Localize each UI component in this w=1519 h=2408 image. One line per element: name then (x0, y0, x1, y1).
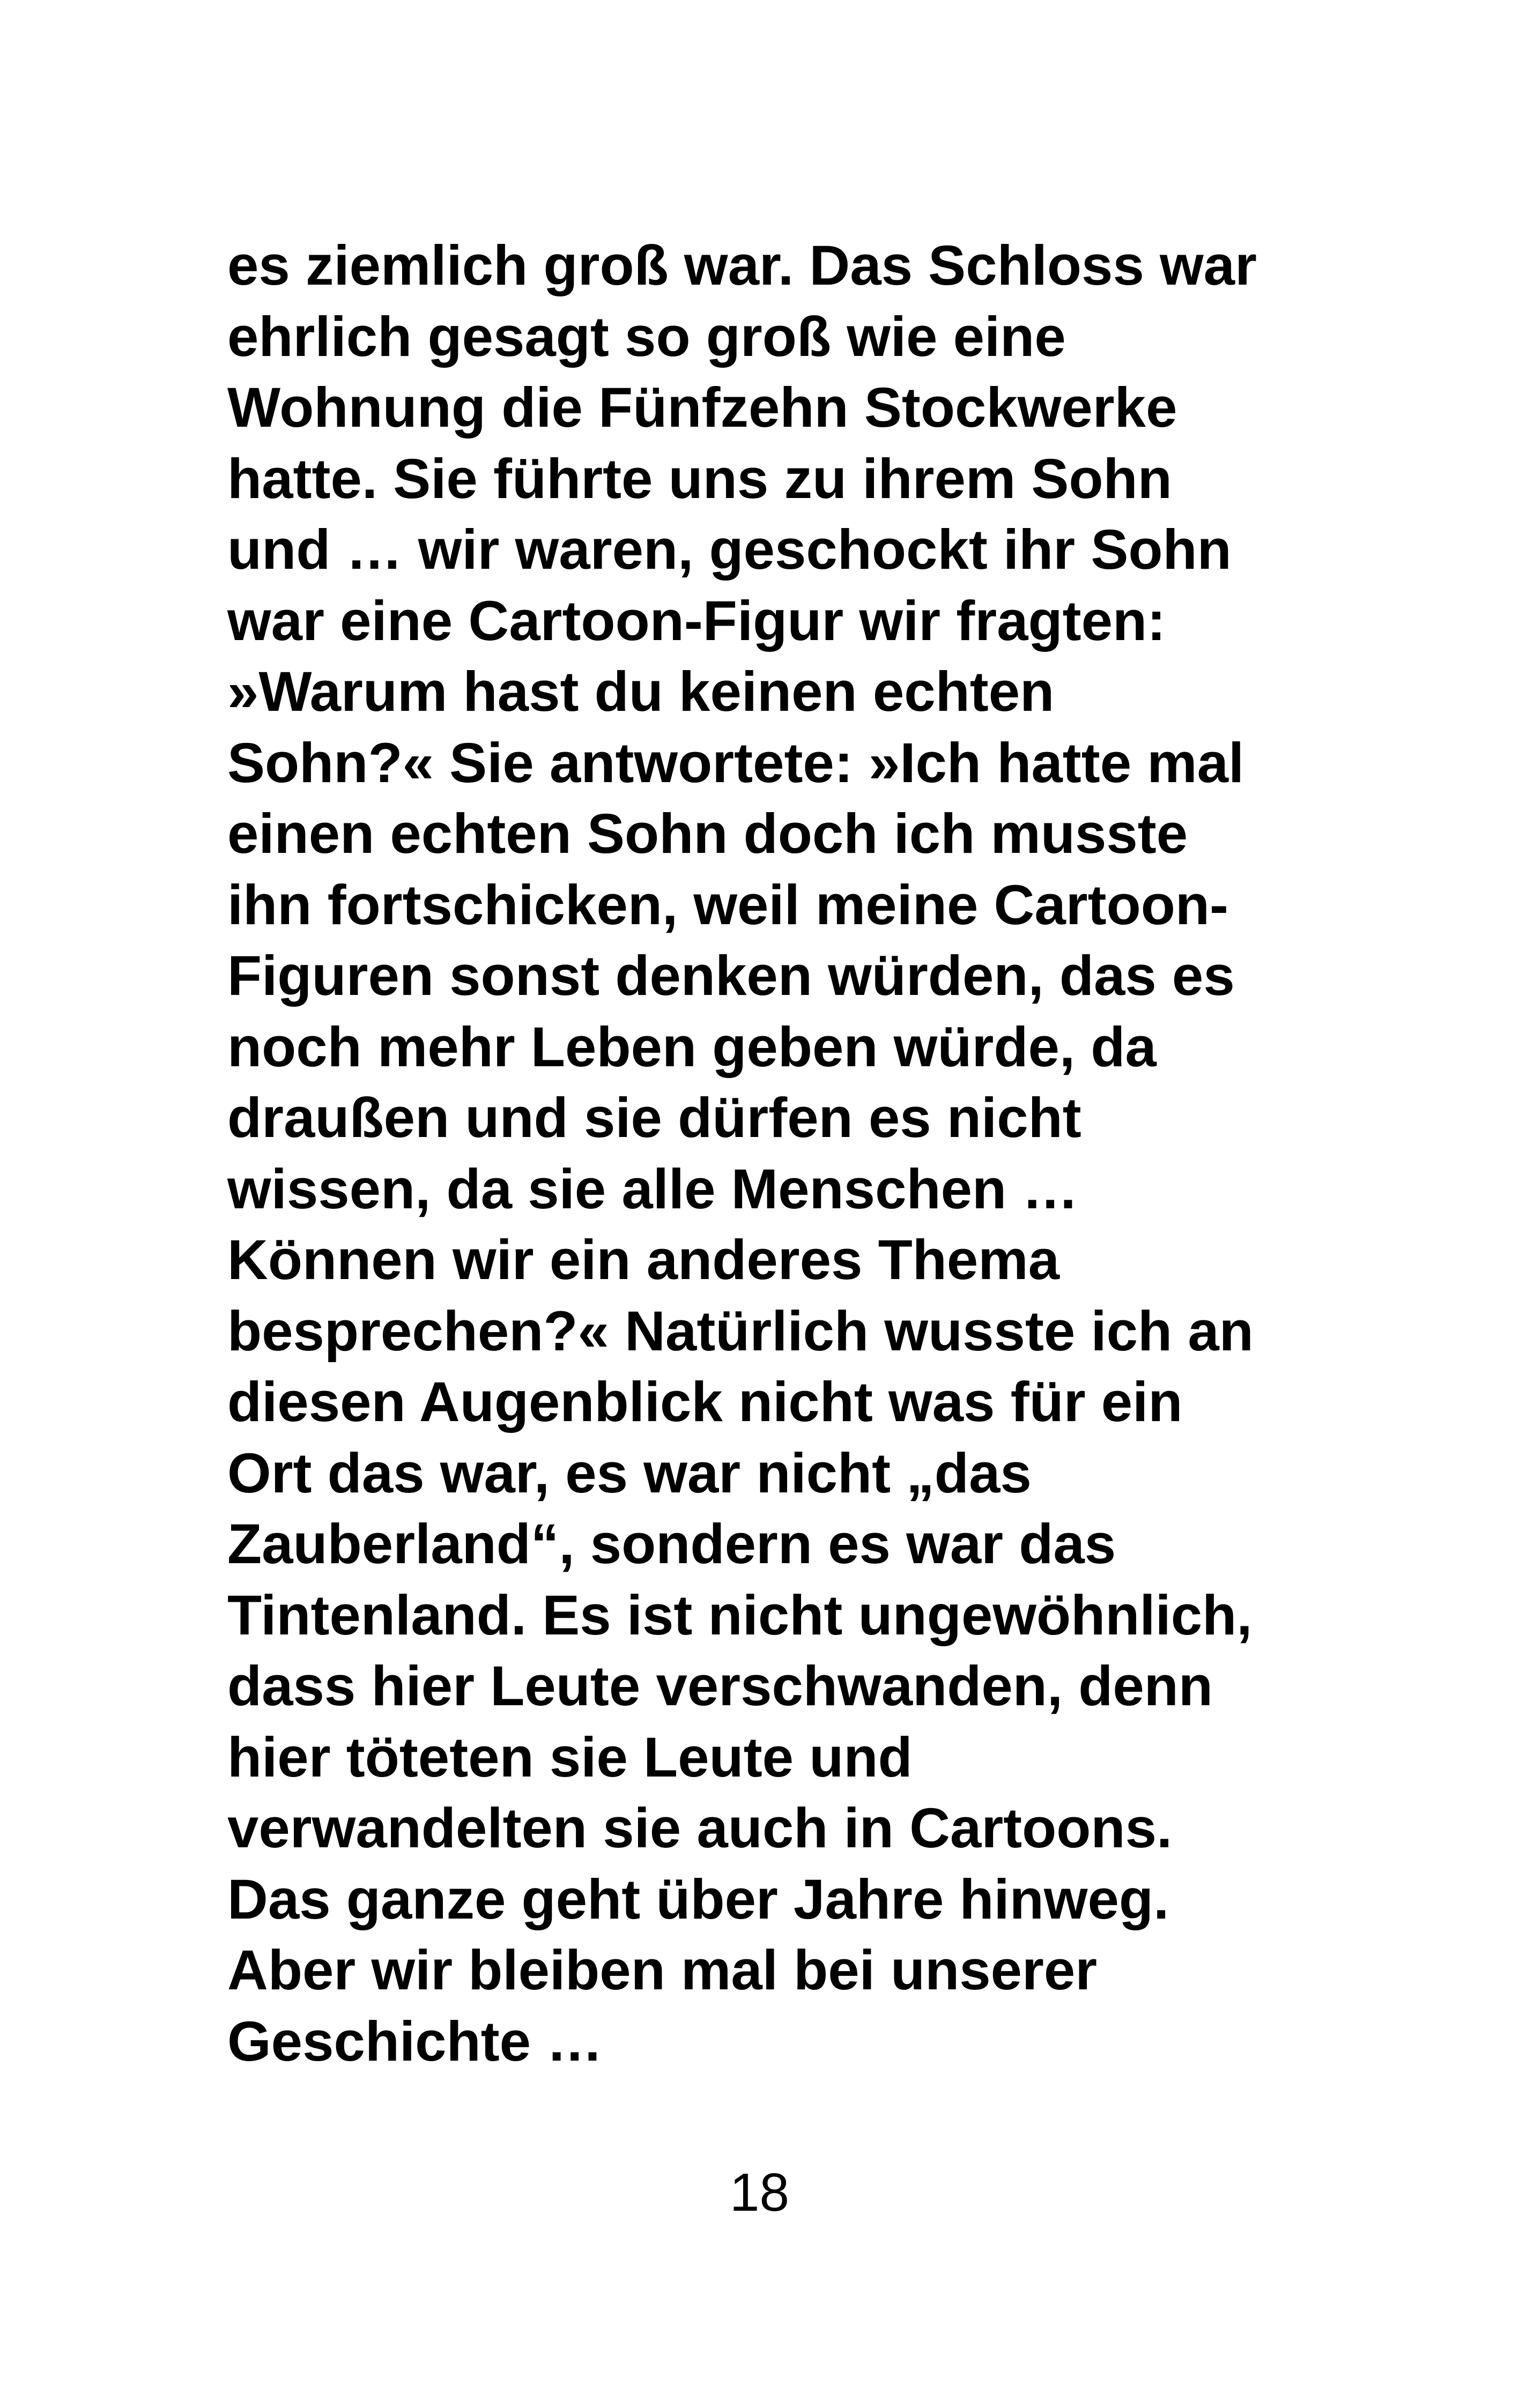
text-line: wissen, da sie alle Menschen … (227, 1157, 1079, 1221)
text-line: Das ganze geht über Jahre hinweg. (227, 1868, 1169, 1931)
text-line: ihn fortschicken, weil meine Cartoon- (227, 873, 1228, 937)
text-line: »Warum hast du keinen echten (227, 660, 1055, 723)
text-line: Aber wir bleiben mal bei unserer (227, 1939, 1098, 2002)
text-line: Können wir ein anderes Thema (227, 1229, 1060, 1291)
text-line: hier töteten sie Leute und (227, 1726, 913, 1789)
text-line: und … wir waren, geschockt ihr Sohn (227, 518, 1232, 581)
text-line: Ort das war, es war nicht „das (227, 1441, 1032, 1505)
text-line: Sohn?« Sie antwortete: »Ich hatte mal (227, 731, 1244, 794)
body-text (227, 231, 1321, 2077)
text-line: hatte. Sie führte uns zu ihrem Sohn (227, 447, 1172, 510)
text-line: verwandelten sie auch in Cartoons. (227, 1797, 1173, 1860)
text-line: Zauberland“, sondern es war das (227, 1513, 1116, 1575)
text-line: einen echten Sohn doch ich musste (227, 802, 1188, 865)
text-line: Figuren sonst denken würden, das es (227, 945, 1235, 1007)
text-line: draußen und sie dürfen es nicht (227, 1087, 1081, 1149)
text-line: Geschichte … (227, 2010, 603, 2073)
text-line: Wohnung die Fünfzehn Stockwerke (227, 376, 1177, 439)
text-line: noch mehr Leben geben würde, da (227, 1015, 1157, 1079)
text-line: Tintenland. Es ist nicht ungewöhnlich, (227, 1584, 1253, 1647)
text-line: besprechen?« Natürlich wusste ich an (227, 1299, 1254, 1363)
page-number: 18 (729, 2162, 790, 2223)
text-line: es ziemlich groß war. Das Schloss war (227, 234, 1257, 297)
text-line: war eine Cartoon-Figur wir fragten: (227, 589, 1166, 652)
text-line: dass hier Leute verschwanden, denn (227, 1655, 1213, 1718)
text-line: ehrlich gesagt so groß wie eine (227, 305, 1066, 368)
text-line: diesen Augenblick nicht was für ein (227, 1371, 1183, 1433)
